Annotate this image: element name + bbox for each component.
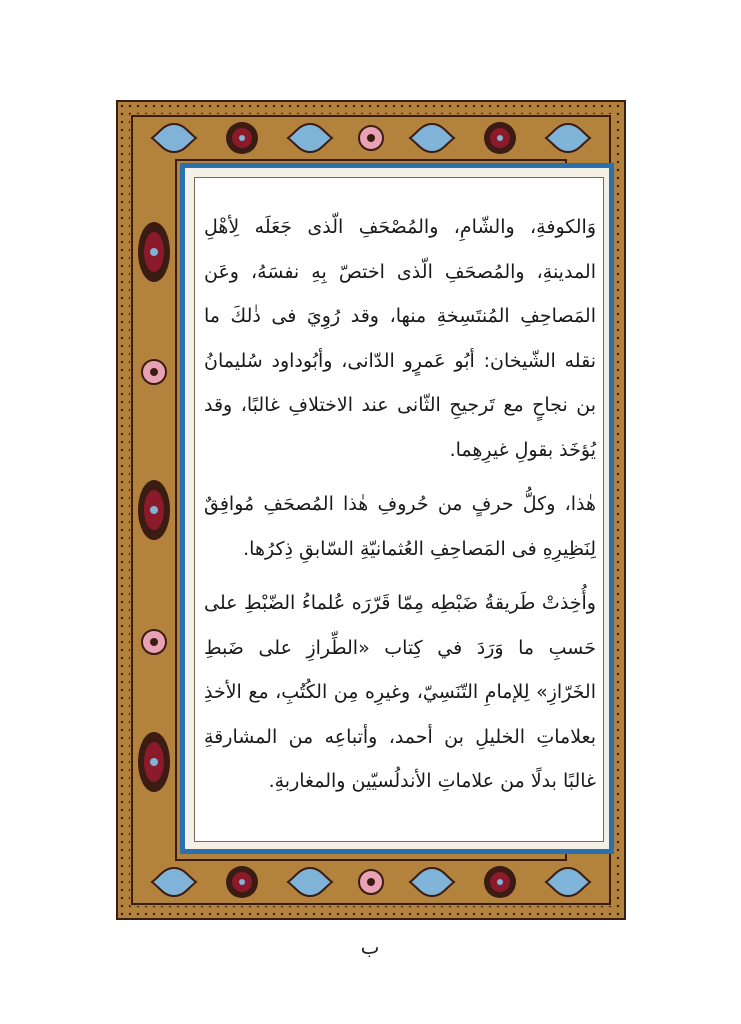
left-medallions [138, 222, 170, 792]
bottom-medallions [152, 866, 590, 898]
page-number: ب [360, 935, 380, 959]
paragraph-1: وَالكوفةِ، والشّامِ، والمُصْحَفِ الّذى جَعَلَه لِأهْلِ المدينةِ، والمُصحَفِ الّذى اختصّ بِهِ نفسَهُ، وعَن المَصاحِفِ المُنتَسِخةِ منها، وقد رُوِيَ فى ذٰلكَ ما نقله الشّيخان: أبُو عَمرٍو الدّانى، وأبُوداود سُليمانُ بن نجاحٍ مع تَرجيحِ الثّانى عند الاختلافِ غالبًا، وقد يُؤخَذ بقولِ غيرِهِما. [204, 216, 596, 461]
paragraph-3: وأُخِذتْ طَريقةُ ضَبْطِه مِمّا قَرّرَه عُلماءُ الضّبْطِ على حَسبِ ما وَرَدَ في كِتاب «الطِّرازِ على ضَبطِ الخَرّازِ» لِلإمامِ التّنَسِيّ، وغيرِه مِن الكُتُبِ، مع الأخذِ بعلاماتِ الخليلِ بن أحمد، وأتباعِه من المشارقةِ غالبًا بدلًا من علاماتِ الأندلُسيّين والمغاربةِ. [204, 592, 596, 792]
arabic-text-body [204, 205, 596, 804]
top-medallions [152, 122, 590, 154]
paragraph-2: هٰذا، وكلُّ حرفٍ من حُروفِ هٰذا المُصحَفِ مُوافِقٌ لِنَظِيرِهِ فى المَصاحِفِ العُثمانيّةِ السّابقِ ذِكرُها. [204, 493, 596, 560]
